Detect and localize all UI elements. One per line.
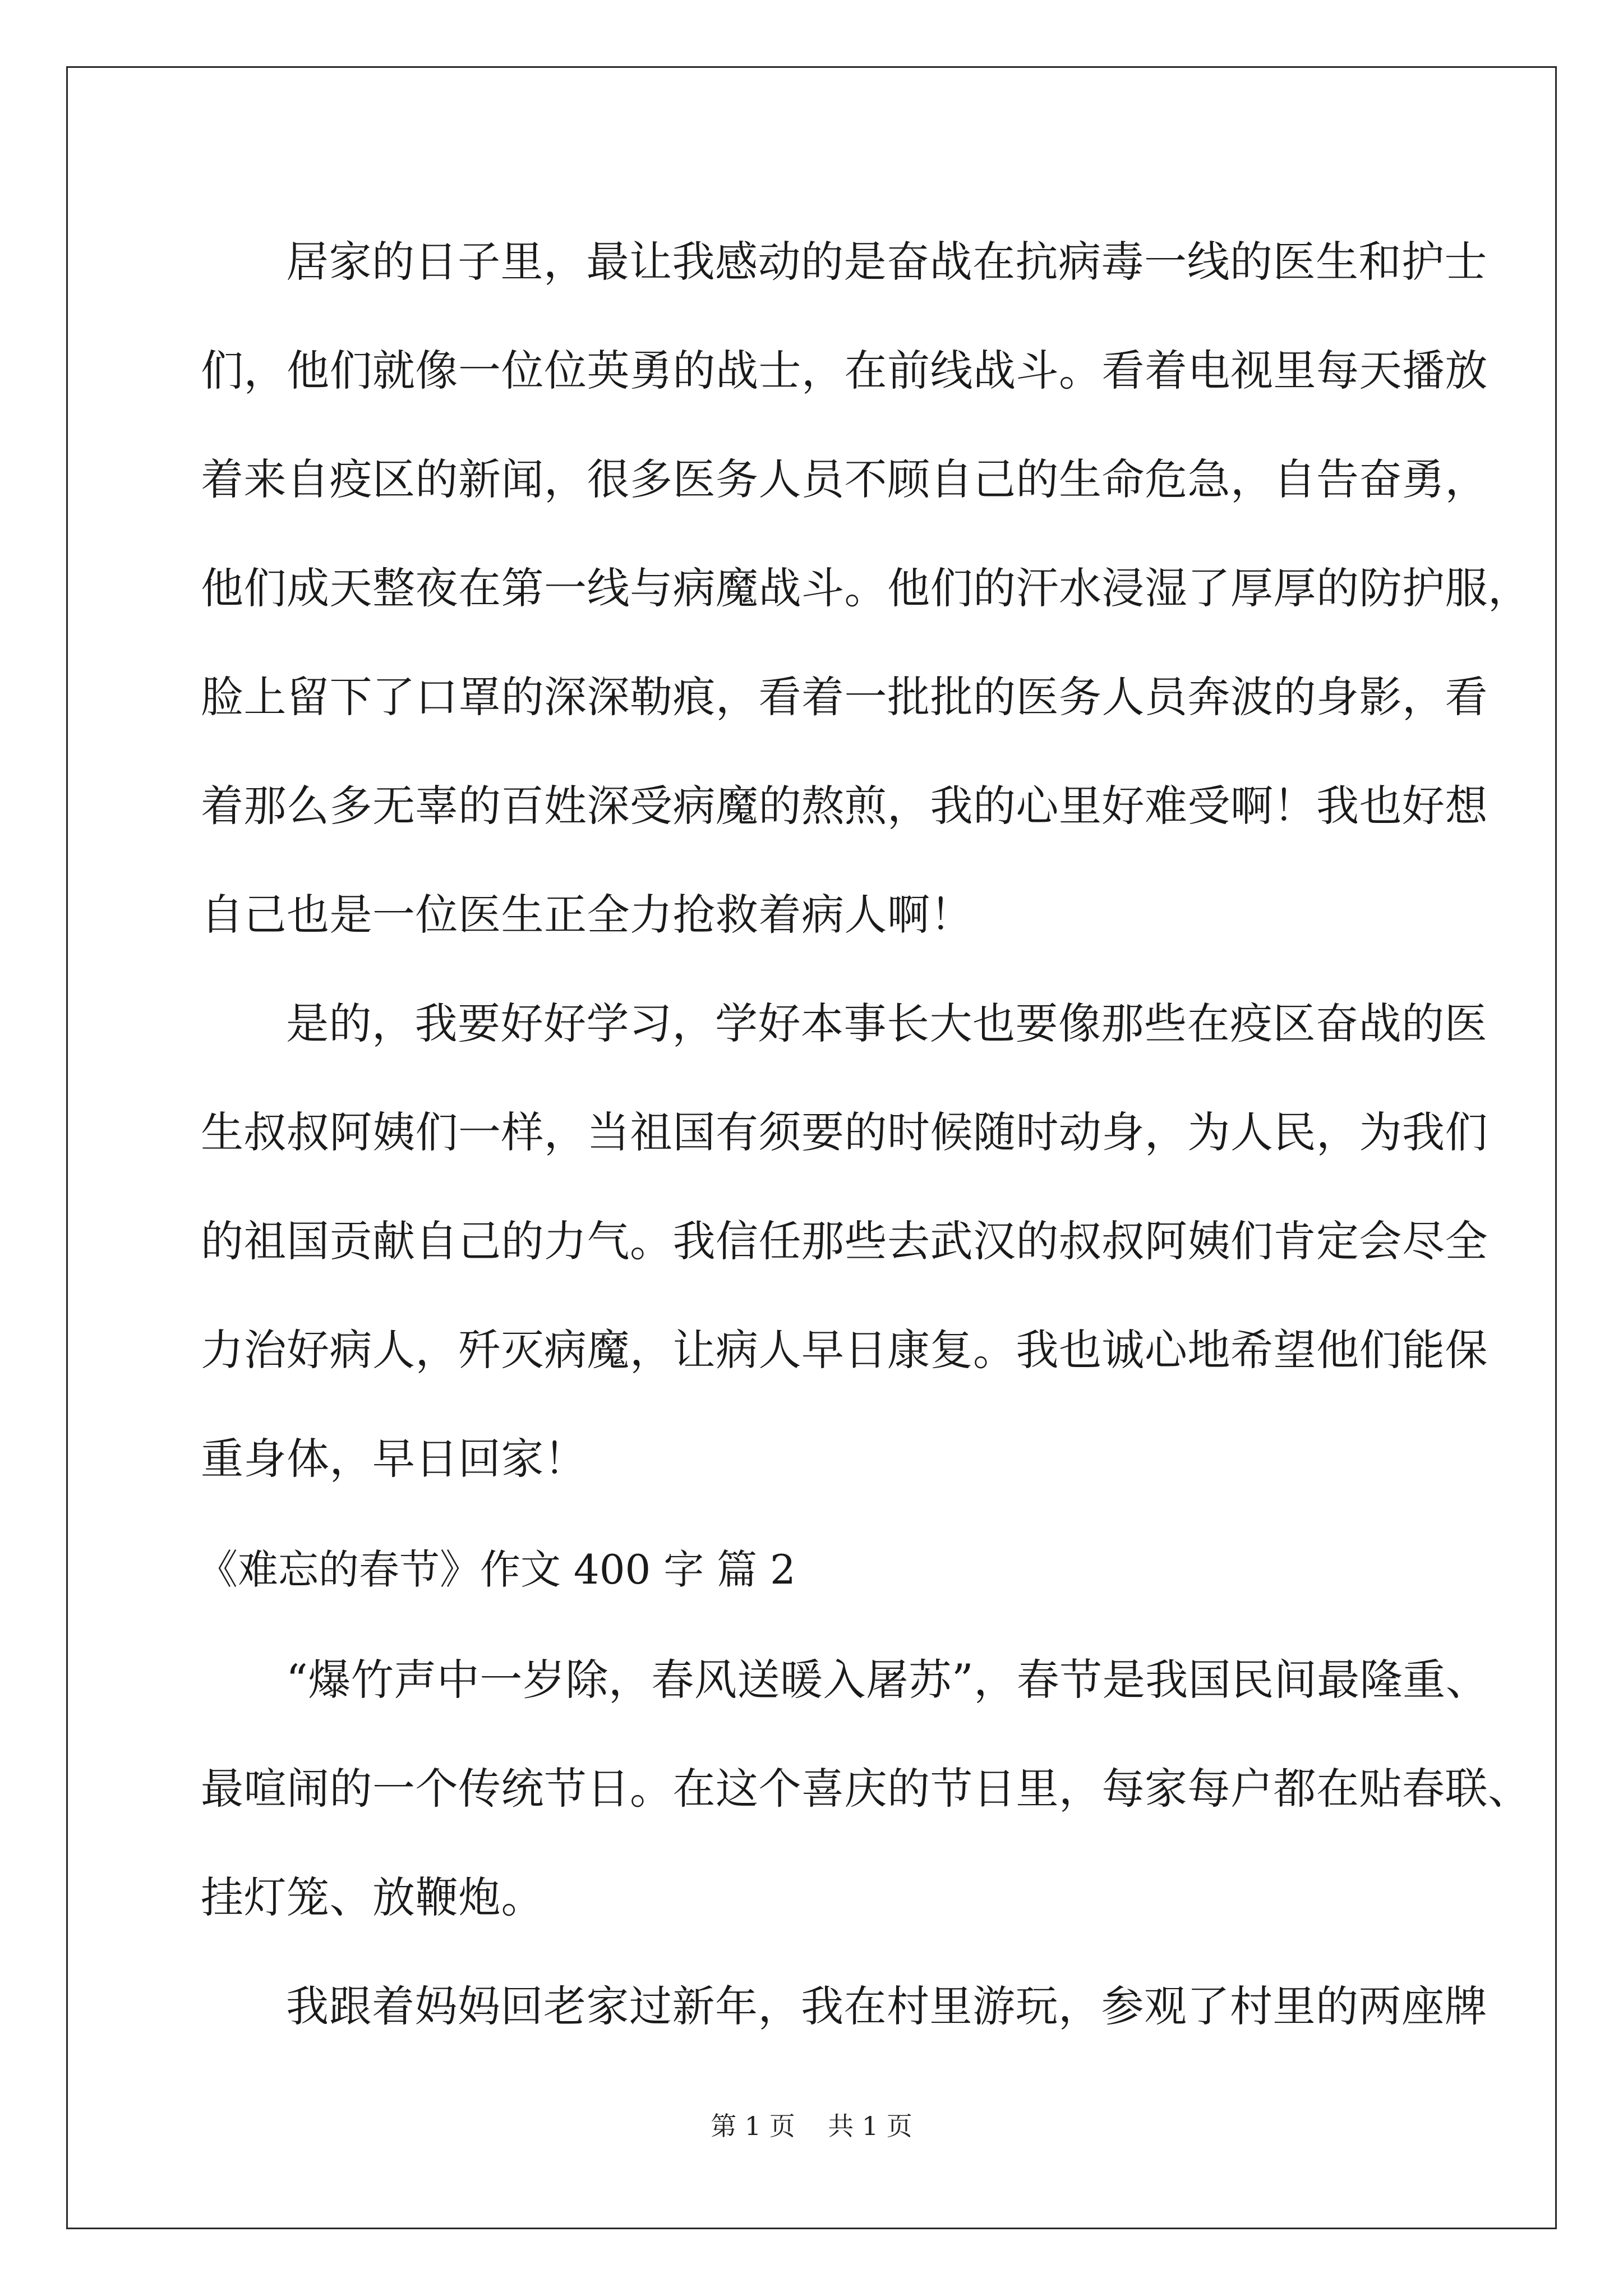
paragraph-line: 着那么多无辜的百姓深受病魔的熬煎，我的心里好难受啊！我也好想 bbox=[201, 781, 1488, 831]
paragraph-2 bbox=[201, 969, 1488, 1513]
paragraph-line: 们，他们就像一位位英勇的战士，在前线战斗。看着电视里每天播放 bbox=[201, 346, 1488, 395]
paragraph-line: 他们成天整夜在第一线与病魔战斗。他们的汗水浸湿了厚厚的防护服， bbox=[201, 563, 1531, 613]
paragraph-line: 力治好病人，歼灭病魔，让病人早日康复。我也诚心地希望他们能保 bbox=[201, 1325, 1488, 1375]
page-number-footer: 第 1 页 共 1 页 bbox=[711, 2111, 912, 2141]
paragraph-line: 的祖国贡献自己的力气。我信任那些去武汉的叔叔阿姨们肯定会尽全 bbox=[201, 1216, 1488, 1266]
paragraph-line: 最喧闹的一个传统节日。在这个喜庆的节日里，每家每户都在贴春联、 bbox=[201, 1764, 1531, 1814]
document-body bbox=[197, 208, 1531, 2061]
paragraph-line: 自己也是一位医生正全力抢救着病人啊！ bbox=[201, 890, 973, 940]
paragraph-4 bbox=[201, 1952, 1487, 2061]
paragraph-line: 重身体，早日回家！ bbox=[201, 1434, 587, 1484]
paragraph-line: 我跟着妈妈回老家过新年，我在村里游玩，参观了村里的两座牌 bbox=[286, 1981, 1487, 2031]
paragraph-1 bbox=[201, 208, 1531, 969]
section-heading: 《难忘的春节》作文 400 字 篇 2 bbox=[197, 1546, 796, 1593]
paragraph-line: 着来自疫区的新闻，很多医务人员不顾自己的生命危急，自告奋勇， bbox=[201, 454, 1488, 504]
paragraph-line: “爆竹声中一岁除，春风送暖入屠苏”，春节是我国民间最隆重、 bbox=[286, 1655, 1489, 1705]
paragraph-line: 是的，我要好好学习，学好本事长大也要像那些在疫区奋战的医 bbox=[286, 999, 1487, 1048]
paragraph-line: 脸上留下了口罩的深深勒痕，看着一批批的医务人员奔波的身影，看 bbox=[201, 672, 1488, 722]
paragraph-3 bbox=[201, 1626, 1531, 1952]
paragraph-line: 生叔叔阿姨们一样，当祖国有须要的时候随时动身，为人民，为我们 bbox=[201, 1107, 1488, 1157]
paragraph-line: 居家的日子里，最让我感动的是奋战在抗病毒一线的医生和护士 bbox=[286, 237, 1487, 287]
paragraph-line: 挂灯笼、放鞭炮。 bbox=[201, 1872, 544, 1922]
